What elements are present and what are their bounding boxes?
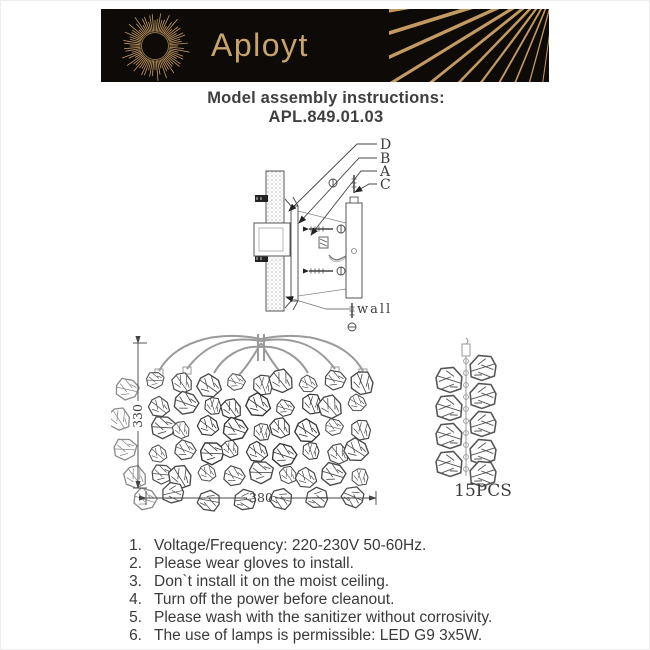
item-number: 2. — [129, 555, 142, 572]
item-number: 1. — [129, 537, 142, 554]
item-number: 5. — [129, 609, 142, 626]
wall-label: wall — [357, 302, 393, 317]
sunburst-icon — [119, 10, 191, 82]
brand-banner — [101, 9, 549, 82]
model-number: APL.849.01.03 — [268, 108, 384, 126]
mounting-bracket — [285, 197, 346, 310]
wall-leader-line — [286, 297, 326, 309]
part-label-a: A — [380, 164, 391, 180]
part-label-d: D — [380, 137, 392, 153]
item-text: Turn off the power before cleanout. — [154, 591, 395, 608]
height-dim-label: 330 — [130, 404, 145, 428]
item-text: Voltage/Frequency: 220-230V 50-60Hz. — [154, 537, 427, 554]
top-screw — [329, 175, 357, 193]
leaf-cluster — [111, 366, 379, 516]
width-dim-label: 380 — [249, 490, 273, 505]
fixture-backplate — [346, 197, 362, 298]
item-text: Don`t install it on the moist ceiling. — [154, 573, 390, 590]
leaf-strand-drawing — [421, 336, 531, 504]
bottom-screw — [348, 303, 356, 331]
fixture-arms — [155, 334, 367, 376]
strand-count-label: 15PCS — [454, 481, 512, 501]
ray-fan-icon — [389, 9, 549, 82]
brand-name: Aployt — [211, 27, 309, 63]
instruction-item — [118, 592, 492, 609]
page-title: Model assembly instructions: — [207, 89, 445, 107]
mounting-screws — [303, 225, 345, 275]
part-label-b: B — [380, 151, 391, 167]
part-leaders — [289, 144, 377, 235]
item-text: Please wash with the sanitizer without corrosivity. — [154, 609, 493, 626]
instruction-item — [118, 610, 492, 627]
strand-chain — [462, 338, 470, 476]
item-number: 4. — [129, 591, 142, 608]
item-text: The use of lamps is permissible: LED G9 3x5W. — [154, 627, 483, 644]
instruction-list — [118, 538, 492, 646]
item-number: 6. — [129, 627, 142, 644]
instruction-item — [118, 556, 492, 573]
item-text: Please wear gloves to install. — [154, 555, 354, 572]
fixture-drawing — [111, 331, 411, 523]
part-label-c: C — [380, 177, 391, 193]
instruction-item — [118, 628, 492, 645]
instruction-item — [118, 538, 492, 555]
instruction-item — [118, 574, 492, 591]
item-number: 3. — [129, 573, 142, 590]
wall-mount-diagram — [251, 131, 446, 336]
